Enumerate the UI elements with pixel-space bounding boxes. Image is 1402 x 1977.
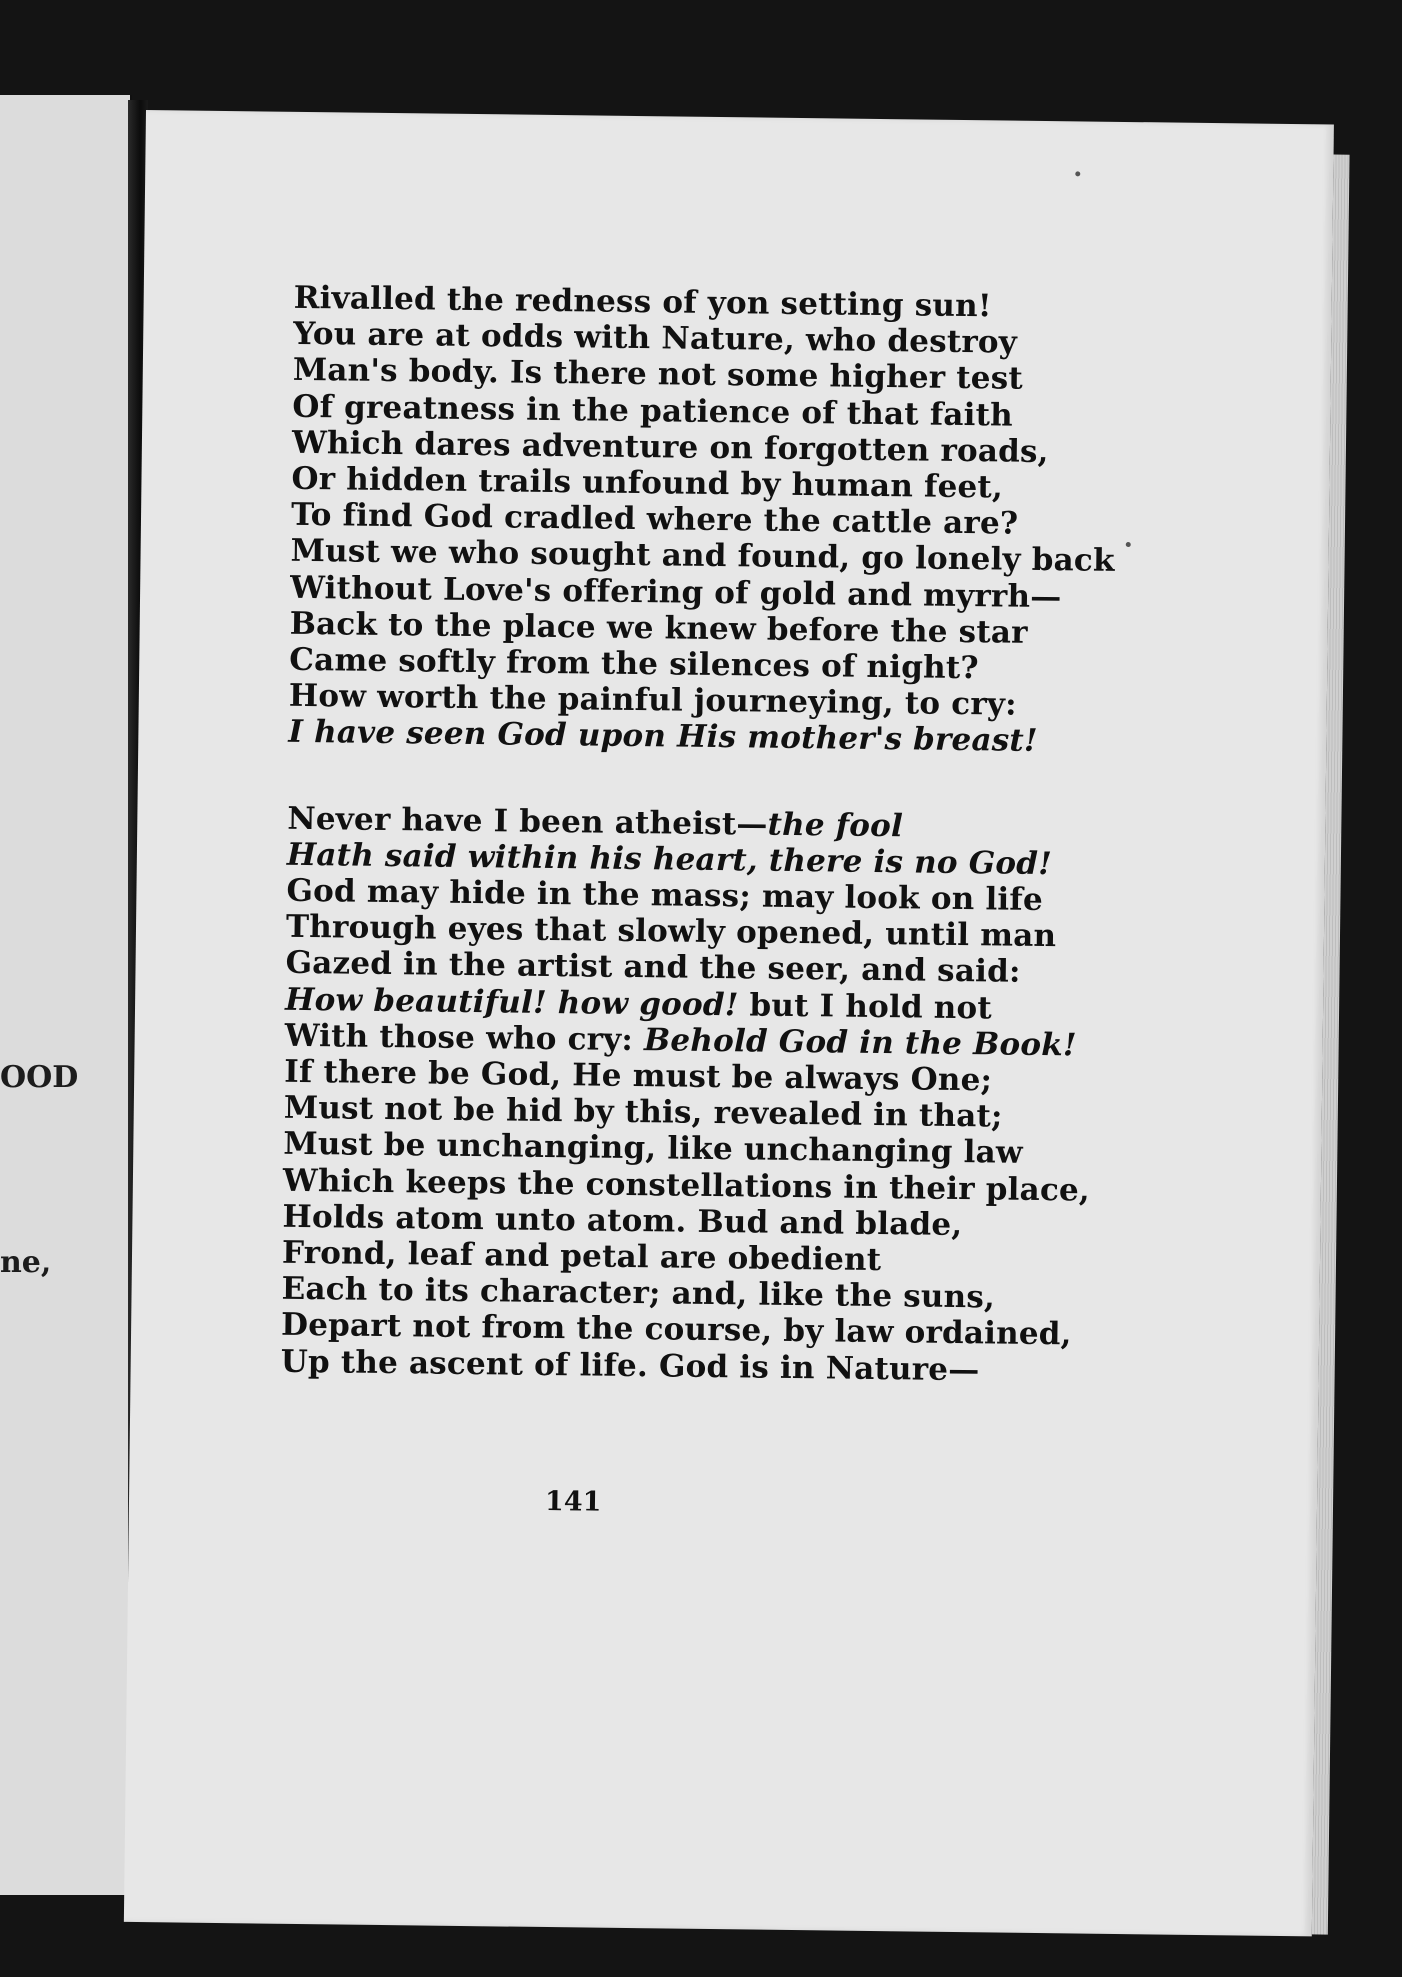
line-text: but I hold not — [738, 986, 993, 1027]
book-page — [124, 110, 1334, 1936]
line-text: Came softly from the silences of night? — [289, 641, 979, 687]
line-text: If there be God, He must be always One; — [284, 1053, 993, 1099]
line-italic-text: Behold God in the Book! — [643, 1022, 1077, 1064]
line-italic-text: How beautiful! how good! — [284, 981, 739, 1023]
line-text: Holds atom unto atom. Bud and blade, — [282, 1198, 963, 1243]
line-text: Each to its character; and, like the suns, — [281, 1271, 996, 1316]
line-text: To find God cradled where the cattle are? — [290, 497, 1019, 542]
line-text: Never have I been atheist— — [287, 800, 768, 843]
line-text: How worth the painful journeying, to cry: — [288, 678, 1017, 723]
line-text: God may hide in the mass; may look on life — [286, 872, 1044, 919]
page-edges — [1312, 155, 1350, 1935]
line-text: Or hidden trails unfound by human feet, — [291, 460, 1004, 506]
line-italic-text: Hath said within his heart, there is no God! — [286, 836, 1053, 882]
line-text: Gazed in the artist and the seer, and said: — [285, 945, 1021, 991]
facing-page — [0, 95, 132, 1895]
line-text: Of greatness in the patience of that faith — [292, 388, 1014, 434]
line-text: Man's body. Is there not some higher test — [292, 352, 1024, 398]
line-text: Must be unchanging, like unchanging law — [283, 1126, 1023, 1172]
poem-text — [280, 280, 1193, 1391]
line-text: With those who cry: — [284, 1017, 645, 1059]
line-text: Without Love's offering of gold and myrrh— — [289, 569, 1062, 615]
line-italic-text: I have seen God upon His mother's breast! — [288, 714, 1038, 760]
line-text: Must we who sought and found, go lonely back — [290, 533, 1115, 580]
stanza — [288, 280, 1194, 762]
line-text: You are at odds with Nature, who destroy — [293, 316, 1018, 361]
facing-page-fragment: ne, — [0, 1245, 52, 1280]
line-text: Which dares adventure on forgotten roads, — [291, 424, 1049, 470]
line-italic-text: the fool — [767, 806, 904, 844]
line-text: Up the ascent of life. God is in Nature— — [280, 1343, 980, 1388]
line-text: Through eyes that slowly opened, until man — [285, 909, 1057, 955]
speck — [1075, 171, 1080, 176]
line-text: Frond, leaf and petal are obedient — [281, 1234, 882, 1279]
stanza — [280, 800, 1187, 1390]
facing-page-fragment: OOD — [0, 1060, 79, 1095]
line-text: Which keeps the constellations in their place, — [282, 1162, 1091, 1209]
line-text: Back to the place we knew before the star — [289, 605, 1028, 651]
line-text: Rivalled the redness of yon setting sun! — [293, 279, 992, 325]
line-text: Must not be hid by this, revealed in that; — [283, 1090, 1003, 1135]
line-text: Depart not from the course, by law ordained, — [280, 1307, 1072, 1353]
page-number: 141 — [544, 1485, 602, 1518]
